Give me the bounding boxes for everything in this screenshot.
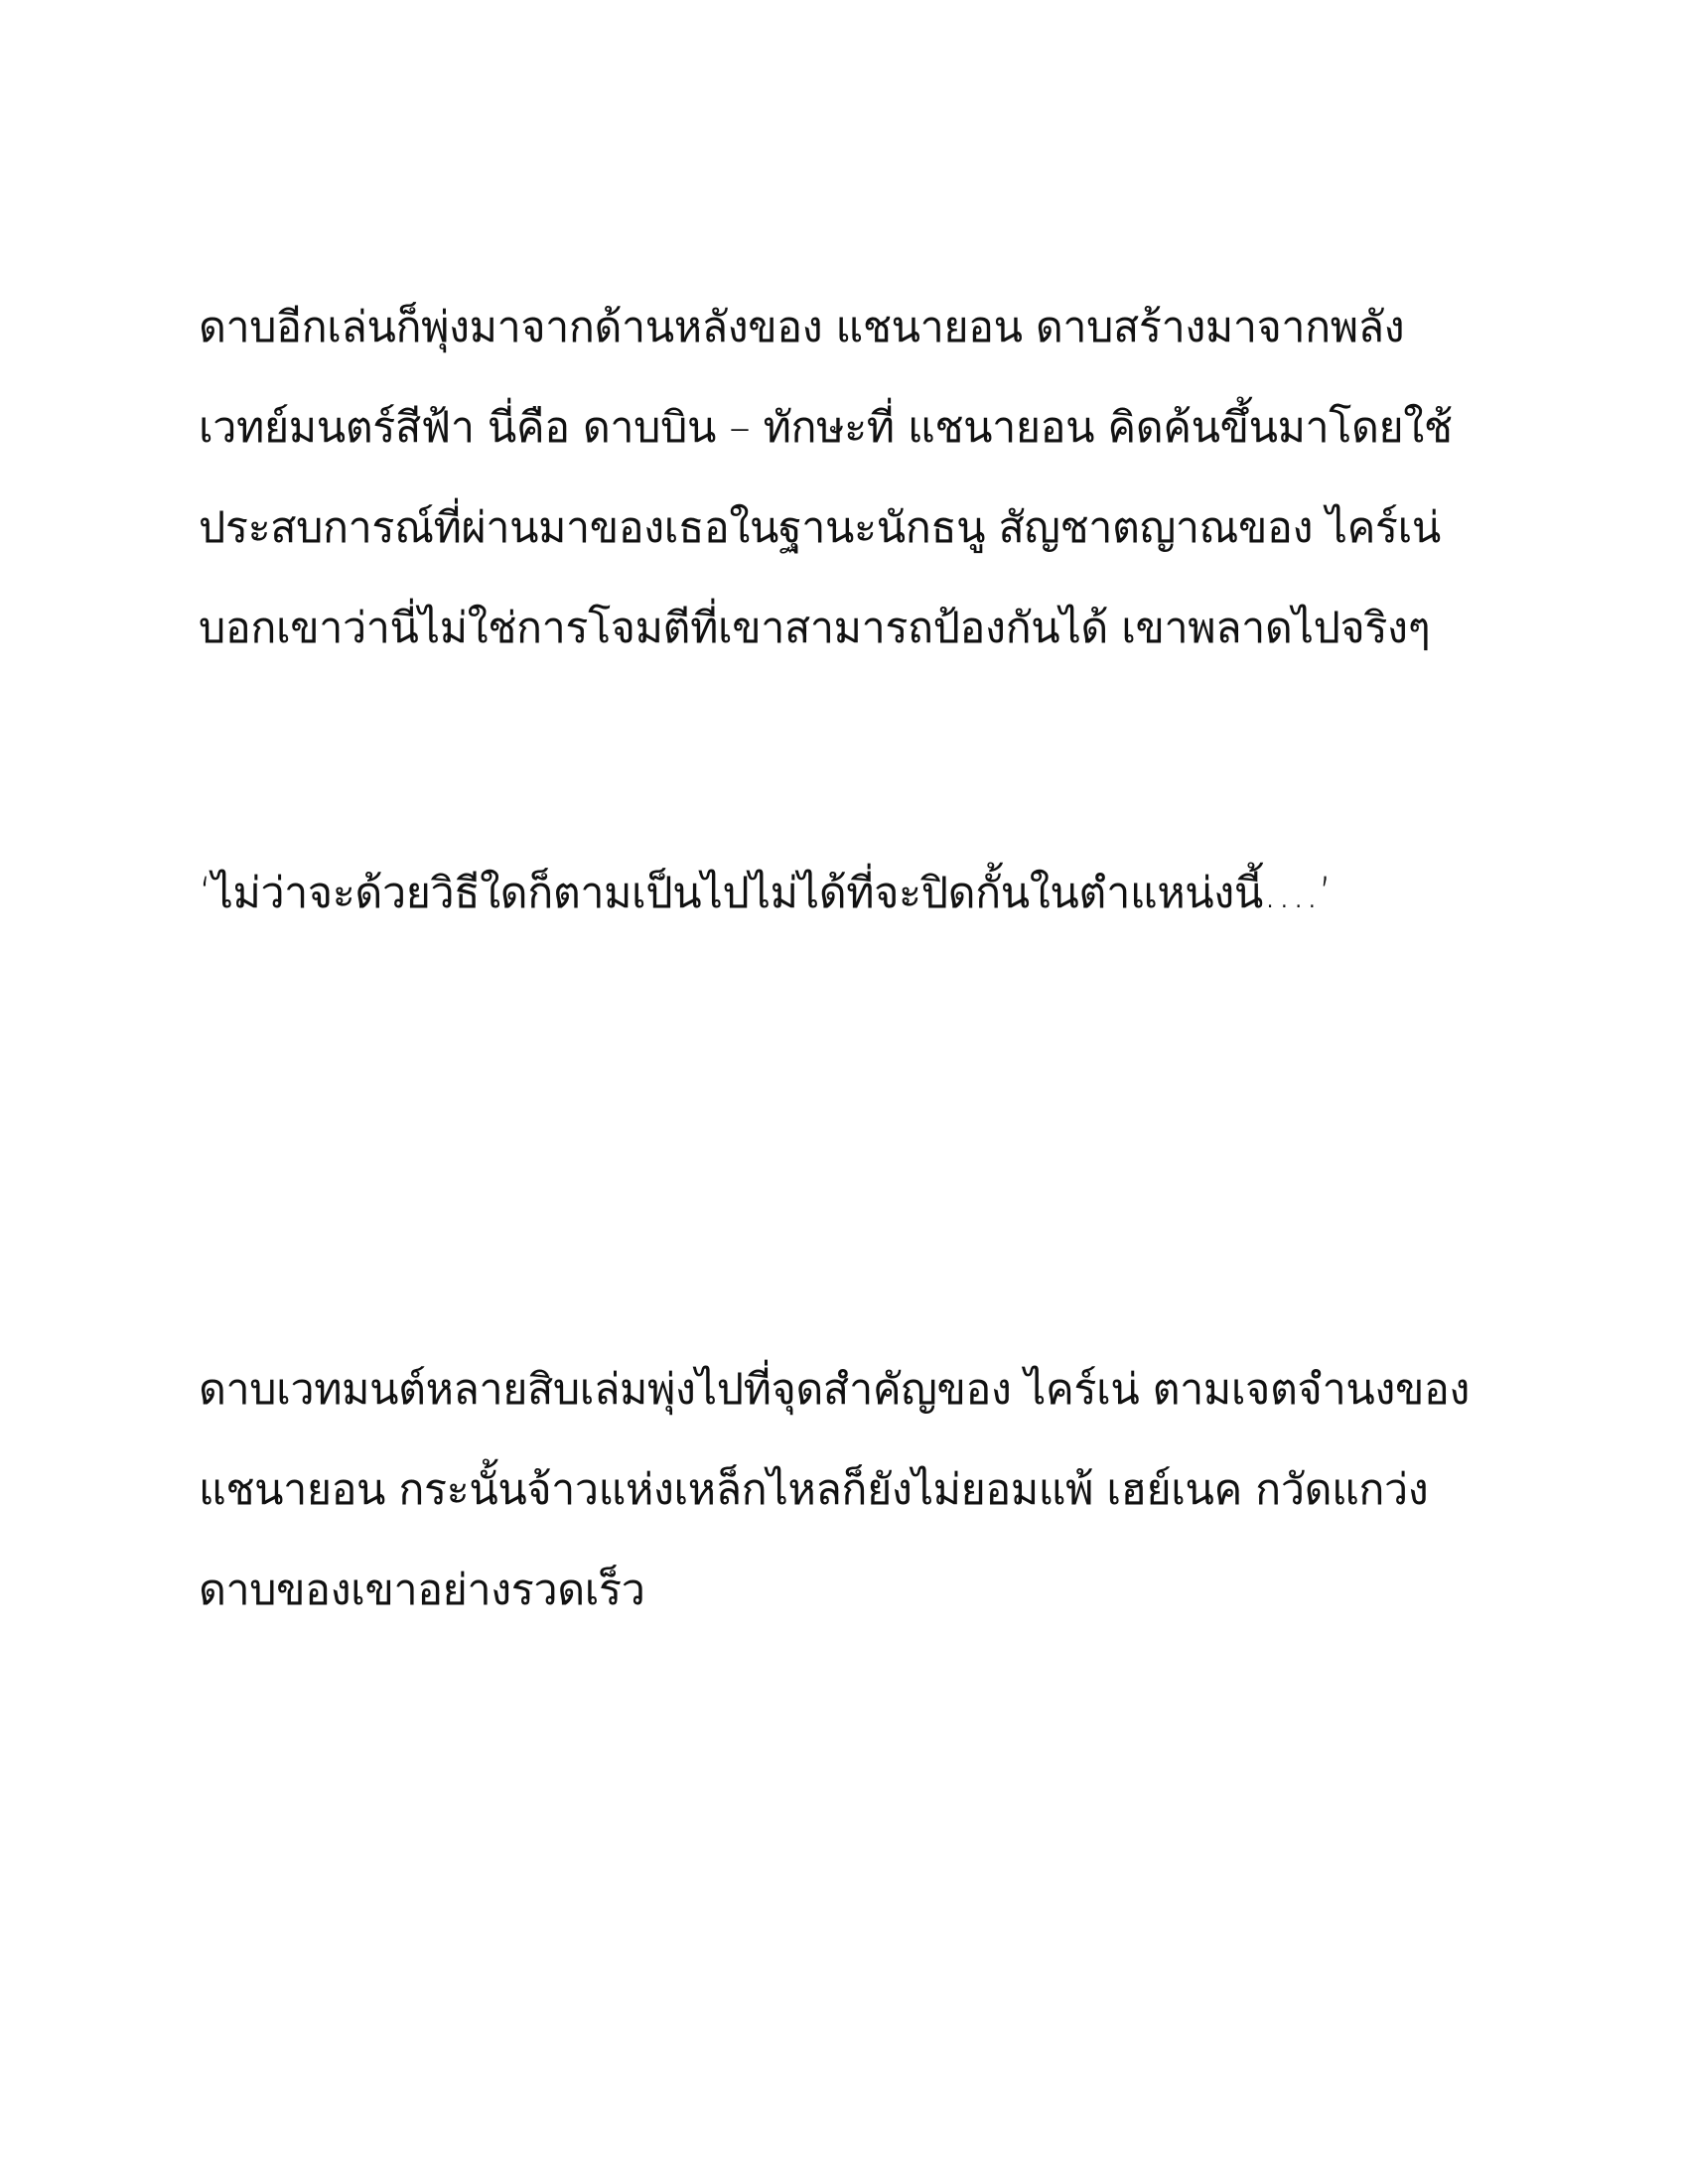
paragraph-magic-swords (199, 1340, 1509, 1641)
paragraph-line: แชนายอน กระนั้นจ้าวแห่งเหล็กไหลก็ยังไม่ยอมแพ้ เฮย์เนค กวัดแกว่ง (199, 1465, 1429, 1515)
paragraph-inner-thought (199, 844, 1509, 944)
paragraph-flying-sword (199, 278, 1509, 679)
paragraph-line: เวทย์มนตร์สีฟ้า นี่คือ ดาบบิน – ทักษะที่ แชนายอน คิดค้นขึ้นมาโดยใช้ (199, 403, 1453, 453)
paragraph-line: บอกเขาว่านี่ไม่ใช่การโจมตีที่เขาสามารถป้องกันได้ เขาพลาดไปจริงๆ (199, 604, 1431, 653)
paragraph-line: ดาบอีกเล่นก็พุ่งมาจากด้านหลังของ แชนายอน ดาบสร้างมาจากพลัง (199, 303, 1405, 352)
paragraph-line: ดาบเวทมนต์หลายสิบเล่มพุ่งไปที่จุดสำคัญของ ไคร์เน่ ตามเจตจำนงของ (199, 1365, 1471, 1415)
paragraph-line: ‘ไม่ว่าจะด้วยวิธีใดก็ตามเป็นไปไม่ได้ที่จะปิดกั้นในตำแหน่งนี้….’ (199, 869, 1333, 918)
paragraph-line: ดาบของเขาอย่างรวดเร็ว (199, 1566, 645, 1615)
paragraph-line: ประสบการณ์ที่ผ่านมาของเธอในฐานะนักธนู สัญชาตญาณของ ไคร์เน่ (199, 503, 1441, 553)
